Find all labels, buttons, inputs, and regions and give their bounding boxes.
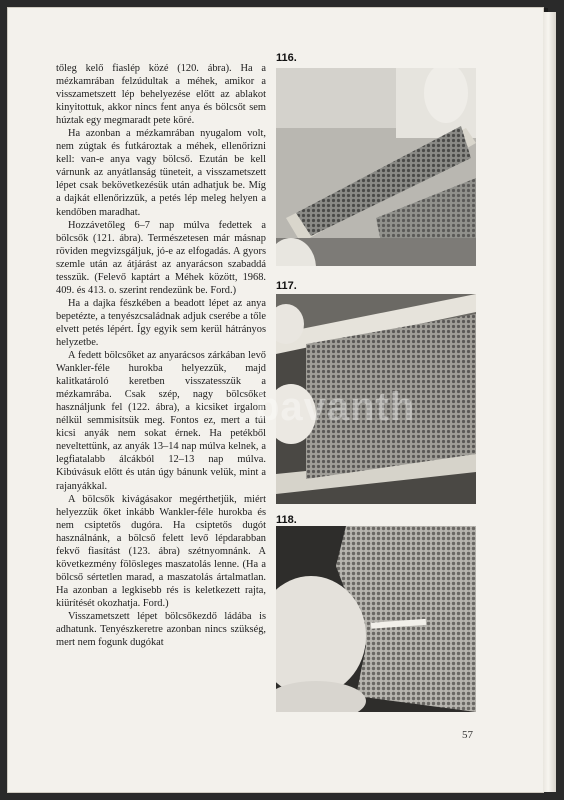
figure-label-116: 116. [276,52,297,64]
watermark-text: bavanth [255,385,416,429]
paragraph-2: Ha azonban a mézkamrában nyugalom volt, nem zúgtak és futkároztak a méhek, ellenőrizni kell: van-e anya vagy bölcső. Ezután be kell várnunk az anyátlanság tüneteit, a visszametszett lépet csak bekövetkezésük után adhatjuk be. Míg a dajkát ellenőrizzük, a petés lép meleg helyen a kendőben maradhat. [56,128,266,218]
figure-label-117: 117. [276,280,297,292]
figure-116-photo [276,68,476,266]
paragraph-5: A fedett bölcsőket az anyarácsos zárkában levő Wankler-féle hurokba helyezzük, majd kalitkatároló keretben visszatesszük a mézkamrába. Csak szép, nagy bölcsőket használjunk fel (122. ábra), a kicsiket irgalom nélkül semmisítsük meg. Fontos ez, mert a túl kicsi anyák nem sokat érnek. Ha petékből neveltettünk, az anyák 13–14 nap múlva kelnek, a legfiatalabb álcákból 12–13 nap múlva. Kibúvásuk előtt és után úgy bánunk velük, mint a rajanyákkal. [56,350,266,492]
paragraph-6: A bölcsők kivágásakor megérthetjük, miért helyezzük őket inkább Wankler-féle hurokba és nem csiptetős dugóra. Ha csiptetős dugót használnánk, a bölcső felett levő lépdarabban fekvő fiasítást (123. ábra) szétnyomnánk. A következmény fölösleges maszatolás lenne. (Ha a bölcső sértetlen marad, a maszatolás ártalmatlan. Ha azonban a legkisebb rés is keletkezett rajta, kiürítését okozhatja. Ford.) [56,493,266,609]
figure-118-photo [276,526,476,712]
paragraph-1: tőleg kelő fiaslép közé (120. ábra). Ha a mézkamrában felzúdultak a méhek, amikor a visszametszett lép behelyezése előtt az ablakot kinyitottuk, akkor nincs fent anya és bölcsőt sem húztak egy megmaradt pete köré. [56,63,266,127]
body-text-column [56,62,266,649]
figure-label-118: 118. [276,514,297,526]
paragraph-4: Ha a dajka fészkében a beadott lépet az anya bepetézte, a tenyészcsaládnak adjuk cserébe a tőle elvett petés lépért. Így egyik sem kerül hátrányos helyzetbe. [56,297,266,348]
paragraph-7: Visszametszett lépet bölcsőkezdő ládába is adhatunk. Tenyészkeretre azonban nincs szükség, mert nem fogunk dugókat [56,610,266,649]
paragraph-3: Hozzávetőleg 6–7 nap múlva fedettek a bölcsők (121. ábra). Természetesen már másnap röviden megvizsgáljuk, jó-e az elfogadás. A gyors szemle után az átjárást az anyarácson szabaddá tesszük. (Felevő kaptárt a Méhek között, 1968. 409. és 413. o. szerint rendezünk be. Ford.) [56,219,266,296]
page-edge [543,12,556,792]
page-number: 57 [462,729,473,741]
